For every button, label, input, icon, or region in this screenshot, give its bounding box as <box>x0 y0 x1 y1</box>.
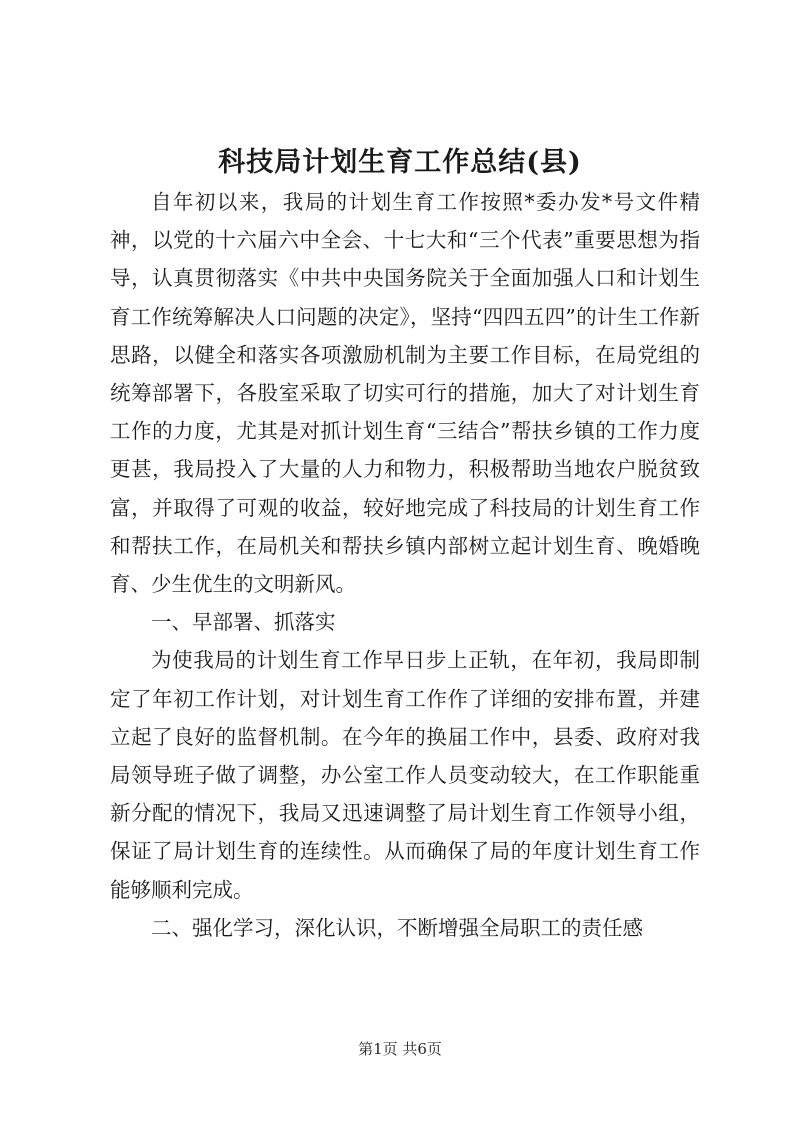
document-title: 科技局计划生育工作总结(县) <box>218 147 582 178</box>
document-body <box>110 183 700 947</box>
paragraph-intro: 自年初以来，我局的计划生育工作按照*委办发*号文件精神，以党的十六届六中全会、十七大和“三个代表”重要思想为指导，认真贯彻落实《中共中央国务院关于全面加强人口和计划生育工作统筹解决人口问题的决定》，坚持“四四五四”的计生工作新思路，以健全和落实各项激励机制为主要工作目标，在局党组的统筹部署下，各股室采取了切实可行的措施，加大了对计划生育工作的力度，尤其是对抓计划生育“三结合”帮扶乡镇的工作力度更甚，我局投入了大量的人力和物力，积极帮助当地农户脱贫致富，并取得了可观的收益，较好地完成了科技局的计划生育工作和帮扶工作，在局机关和帮扶乡镇内部树立起计划生育、晚婚晚育、少生优生的文明新风。 <box>110 190 700 597</box>
section-heading-2: 二、强化学习，深化认识，不断增强全局职工的责任感 <box>151 915 643 940</box>
paragraph-section-1: 为使我局的计划生育工作早日步上正轨，在年初，我局即制定了年初工作计划，对计划生育工作作了详细的安排布置，并建立起了良好的监督机制。在今年的换届工作中，县委、政府对我局领导班子做了调整，办公室工作人员变动较大，在工作职能重新分配的情况下，我局又迅速调整了局计划生育工作领导小组，保证了局计划生育的连续性。从而确保了局的年度计划生育工作能够顺利完成。 <box>110 648 700 902</box>
page-number-footer: 第1页 共6页 <box>358 1040 442 1058</box>
section-heading-1: 一、早部署、抓落实 <box>151 610 336 635</box>
